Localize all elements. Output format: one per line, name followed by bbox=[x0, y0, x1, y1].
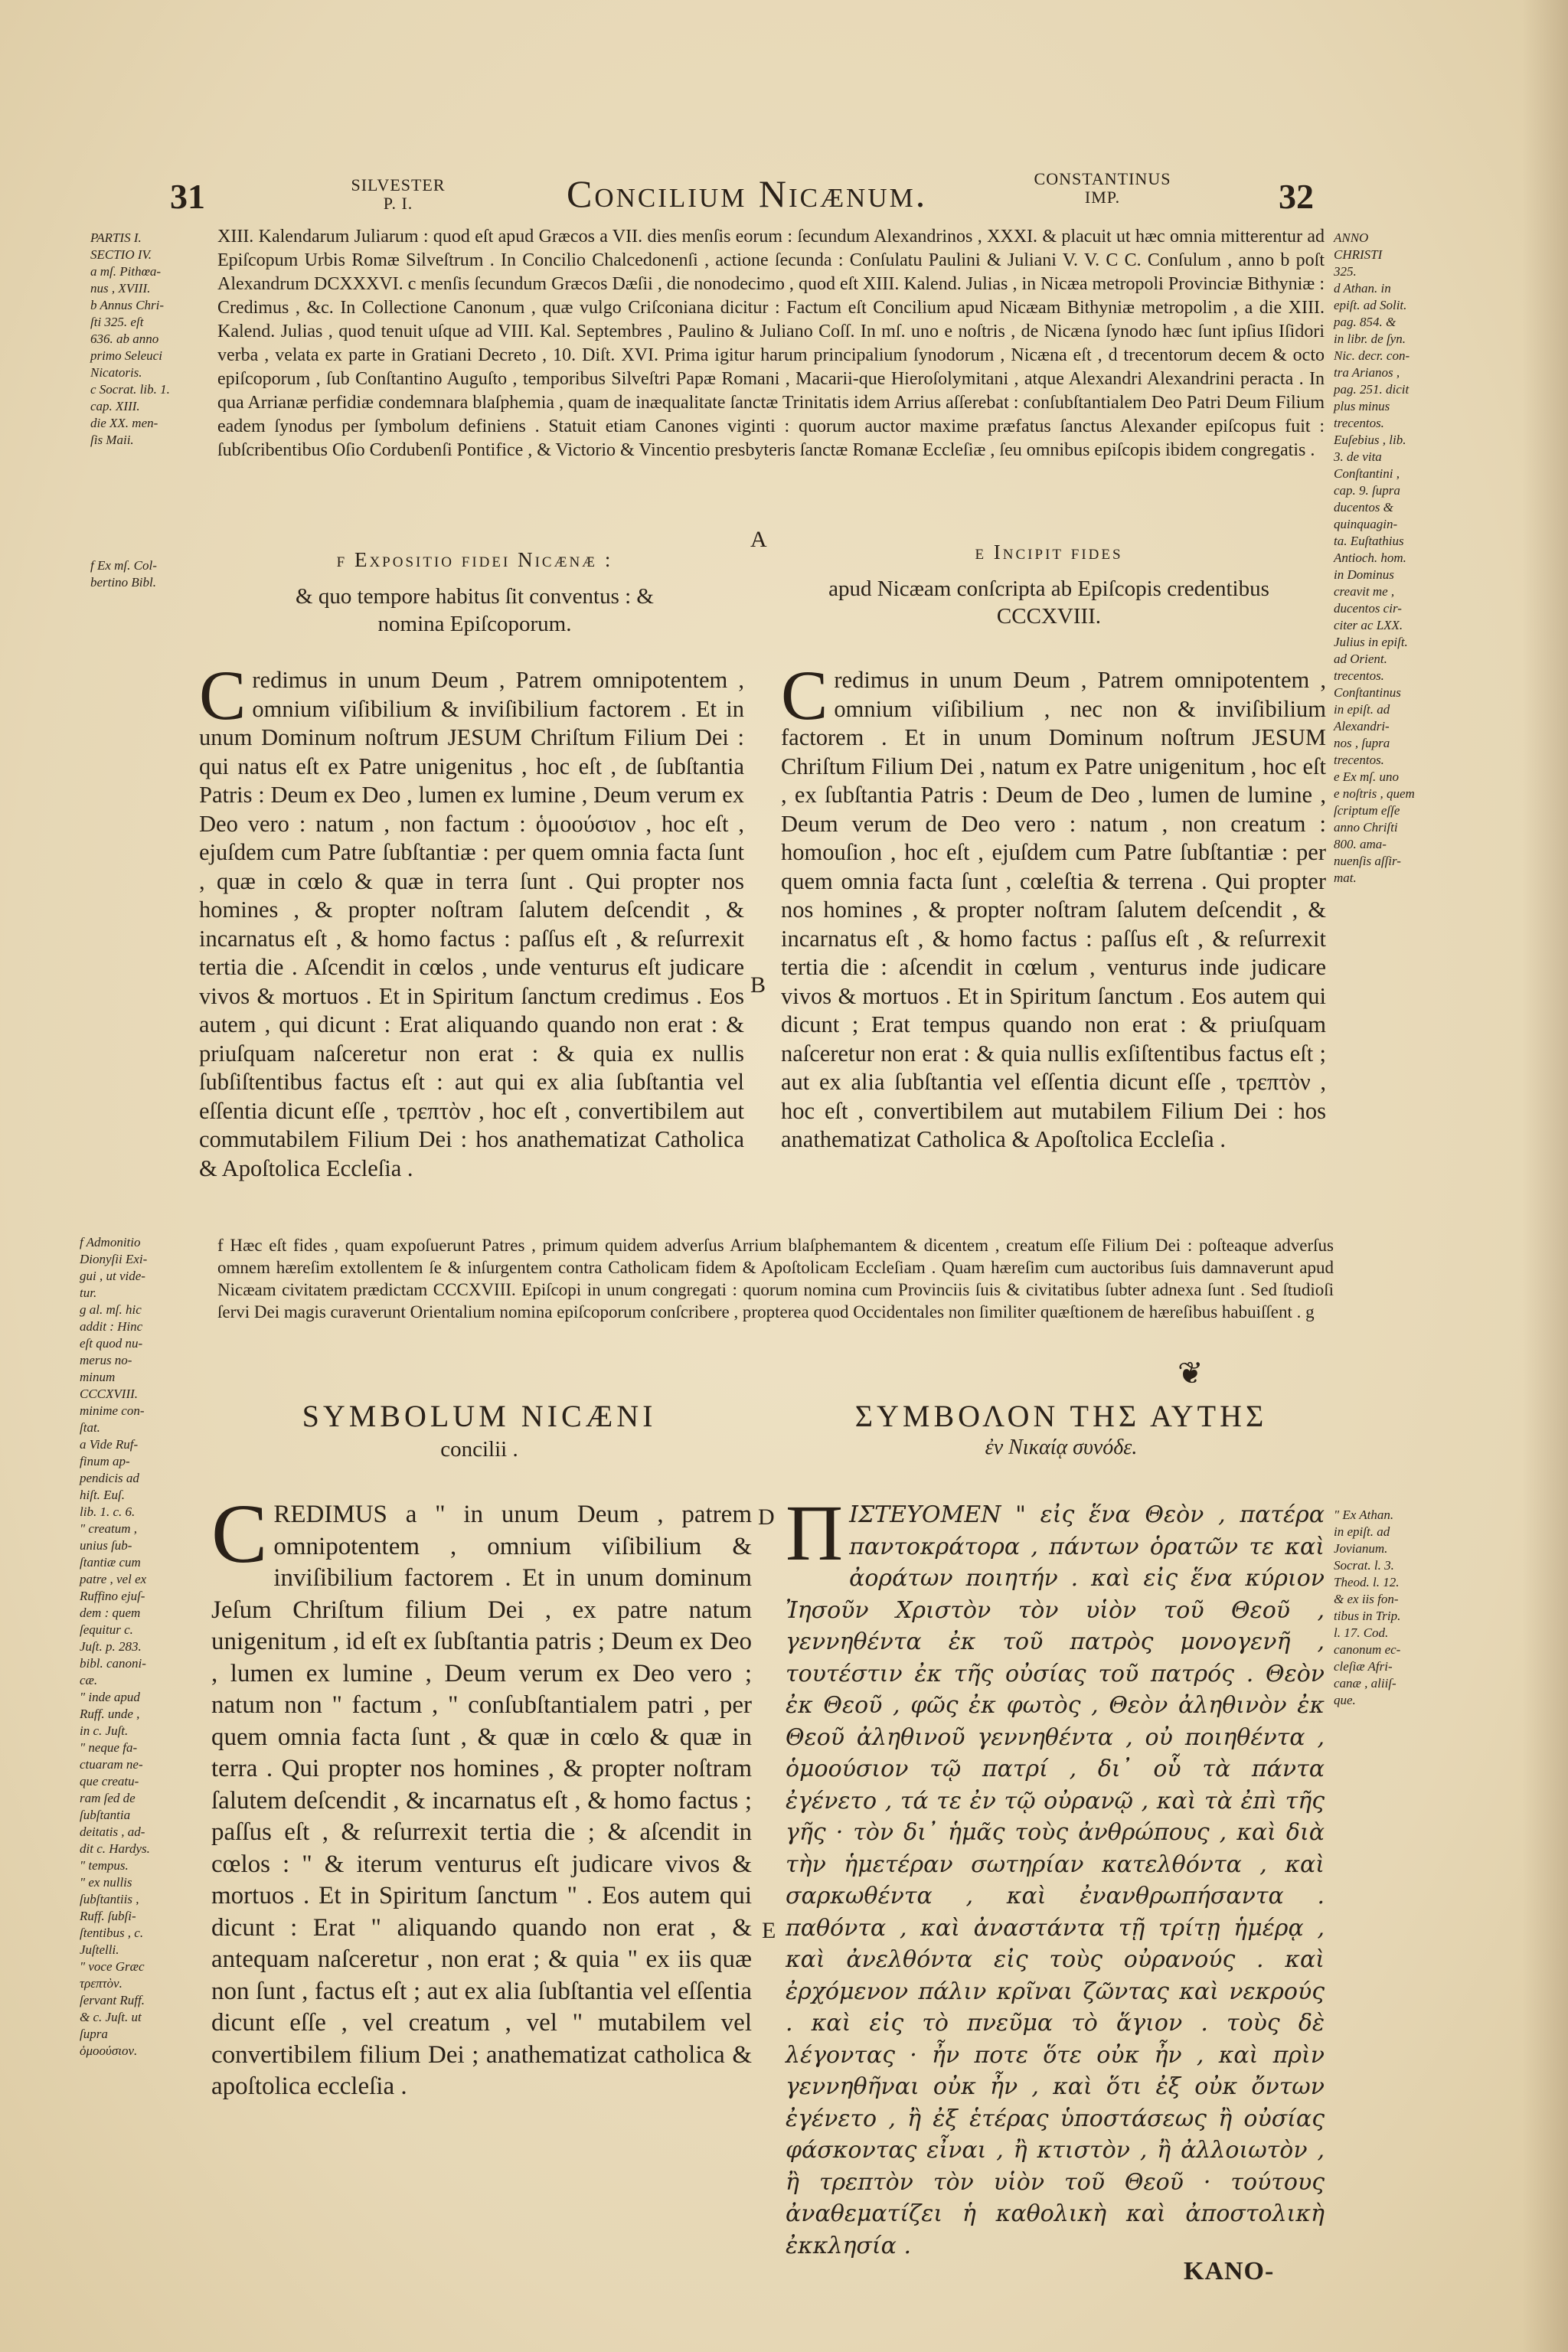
symbolum-latin-subtitle: concilii . bbox=[440, 1437, 518, 1462]
column-left-text: redimus in unum Deum , Patrem omnipotentem , omnium viſibilium & inviſibilium factorem . Et in unum Dominum noſtrum JESUM Chriſtum Filium Dei : qui natus eſt ex Patre unigenitus , hoc eſt , de ſubſtantia Patris : Deum ex Deo , lumen ex lumine , Deum verum ex Deo vero : natum , non factum : ὁμοούσιον , hoc eſt , ejuſdem cum Patre ſubſtantiæ : per quem omnia facta ſunt , quæ in cœlo & quæ in terra ſunt . Qui propter nos homines , & propter noſtram ſalutem deſcendit , & incarnatus eſt , & homo factus : paſſus eſt , & reſurrexit tertia die . Aſcendit in cœlos , unde venturus eſt judicare vivos & mortuos . Et in Spiritum ſanctum credimus . Eos autem , qui dicunt : Erat aliquando quando non erat : & priuſquam naſceretur non erat : & quia ex nullis ſubſiſtentibus factus eſt : aut qui ex alia ſubſtantia vel eſſentia dicunt eſſe , τρεπτὸν , hoc eſt , convertibilem aut commutabilem Filium Dei : hos anathematizat Catholica & Apoſtolica Eccleſia . bbox=[199, 667, 744, 1181]
column-right-title: e Incipit fides bbox=[975, 541, 1123, 564]
dropcap-left: C bbox=[199, 656, 247, 734]
section-letter-a: A bbox=[750, 527, 767, 552]
column-left-subtitle: & quo tempore habitus ſit conventus : & nomina Epiſcoporum. bbox=[296, 584, 654, 636]
column-left-title: f Expositio fidei Nicænæ : bbox=[336, 548, 613, 571]
dropcap-symbolum-latin: C bbox=[211, 1487, 268, 1580]
column-right-header bbox=[781, 541, 1317, 630]
column-right-body bbox=[781, 656, 1326, 1155]
column-left-header bbox=[199, 548, 750, 638]
symbolum-latin-body bbox=[211, 1487, 752, 2103]
symbolum-greek-body bbox=[786, 1489, 1325, 2262]
dropcap-right: C bbox=[781, 656, 828, 734]
column-right-subtitle: apud Nicæam conſcripta ab Epiſcopis credentibus CCCXVIII. bbox=[828, 577, 1269, 629]
symbolum-greek-subtitle: ἐν Νικαίᾳ συνόδε. bbox=[985, 1436, 1138, 1459]
page-number-right: 32 bbox=[1279, 177, 1314, 216]
intro-paragraph: XIII. Kalendarum Juliarum : quod eſt apud Græcos a VII. dies menſis eorum : ſecundum Alexandrinos , XXXI. & placuit ut hæc omnia mitterentur ad Epiſcopum Urbis Romæ Silveſtrum . In Concilio Chalcedonenſi , actione ſecunda : Conſulatu Paulini & Juliani V. V. C C. Conſulum , anno b poſt Alexandrum DCXXXVI. c menſis ſecundum Græcos Dæſii , die nonodecimo , quod eſt XIII. Kalend. Julias , in Nicæa metropoli Provinciæ Bithyniæ : Credimus , &c. In Collectione Canonum , quæ vulgo Criſconiana dicitur : Factum eſt Concilium apud Nicæam Bithyniæ metropolim , a die XIII. Kalend. Julias , quod tenuit uſque ad VIII. Kal. Septembres , Paulino & Juliano Coſſ. In mſ. uno e noſtris , de Nicæna ſynodo hæc ſunt ipſius Iſidori verba , velata ex parte in Gratiani Decreto , 10. Diſt. XVI. Prima igitur harum principalium ſynodorum , Nicæna eſt , d trecentorum decem & octo epiſcoporum , ſub Conſtantino Auguſto , temporibus Silveſtri Papæ Romani , Macarii-que Hieroſolymitani , atque Alexandri Alexandrini peracta . In qua Arrianæ perfidiæ condemnara blaſphemia , quam de inæqualitate ſanctæ Trinitatis idem Arrius aſſerebat : conſubſtantialem Deo Patri Deum Filium eadem ſynodus per ſymbolum definiens . Statuit etiam Canones viginti : quorum auctor maxime præfatus ſanctus Alexander epiſcopus fuit : ſubſcribentibus Oſio Cordubenſi Pontifice , & Victorio & Vincentio presbyteris ſanctæ Romanæ Eccleſiæ , ſeu omnibus epiſcopis ibidem congregatis . bbox=[217, 227, 1325, 460]
page-number-left: 31 bbox=[170, 177, 205, 216]
column-right-text: redimus in unum Deum , Patrem omnipotentem , omnium viſibilium , nec non & inviſibilium factorem . Et in unum Dominum noſtrum JESUM Chriſtum Filium Dei , natum ex Patre unigenitum , hoc eſt , ex ſubſtantia Patris : Deum de Deo , lumen de lumine , Deum verum de Deo vero : natum , non creatum : homouſion , hoc eſt , ejuſdem cum Patre ſubſtantiæ : per quem omnia facta ſunt , cœleſtia & terrena . Qui propter nos homines , & propter noſtram ſalutem deſcendit , & incarnatus eſt , & homo factus : paſſus eſt , & reſurrexit tertia die : aſcendit in cœlum , venturus inde judicare vivos & mortuos . Et in Spiritum ſanctum . Eos autem qui dicunt ; Erat tempus quando non erat : & priuſquam naſceretur non erat : & quia nullis exſiſtentibus factus eſt ; aut ex alia ſubſtantia vel eſſentia dicunt eſſe , τρεπτὸν , hoc eſt , convertibilem aut mutabilem Filium Dei : hos anathematizat Catholica & Apoſtolica Eccleſia . bbox=[781, 667, 1326, 1152]
header-left-small: SILVESTER P. I. bbox=[351, 175, 446, 213]
section-letter-d: D bbox=[758, 1504, 775, 1530]
catchword: KANO- bbox=[1184, 2257, 1275, 2285]
symbolum-latin-header bbox=[204, 1398, 755, 1463]
ornament-icon: ❦ bbox=[1178, 1356, 1204, 1390]
left-margin-notes-mid: f Admonitio Dionyſii Exi- gui , ut vide- tur. g al. mſ. hic addit : Hinc eſt quod nu- merus no- minum CCCXVIII. minime con- ſtat. a Vide Ruf- finum ap- pendicis ad hiſt. Euſ. lib. 1. c. 6. " creatum , unius ſub- ſtantiæ cum patre , vel ex Ruffino ejuſ- dem : quem ſequitur c. Juſt. p. 283. bibl. canoni- cæ. " inde apud Ruff. unde , in c. Juſt. " neque fa- ctuaram ne- que creatu- ram ſed de ſubſtantia deitatis , ad- dit c. Hardys. " tempus. " ex nullis ſubſtantiis , Ruff. ſubſi- ſtentibus , c. Juſtelli. " voce Græc τρεπτὸν. ſervant Ruff. & c. Juſt. ut ſupra ὁμοούσιον. bbox=[80, 1235, 150, 2058]
left-margin-note-f: f Ex mſ. Col- bertino Bibl. bbox=[90, 558, 157, 590]
symbolum-latin-title: SYMBOLUM NICÆNI bbox=[302, 1399, 657, 1433]
symbolum-greek-title: ΣΥΜΒΟΛΟΝ ΤΗΣ ΑΥΤΗΣ bbox=[854, 1399, 1268, 1433]
dropcap-symbolum-greek: Π bbox=[786, 1489, 844, 1577]
right-margin-notes-top: ANNO CHRISTI 325. d Athan. in epiſt. ad Solit. pag. 854. & in libr. de ſyn. Nic. decr. con- tra Arianos , pag. 251. dicit plus minus trecentos. Euſebius , lib. 3. de vita Conſtantini , cap. 9. ſupra ducentos & quinquagin- ta. Euſtathius Antioch. hom. in Dominus creavit me , ducentos cir- citer ac LXX. Julius in epiſt. ad Orient. trecentos. Conſtantinus in epiſt. ad Alexandri- nos , ſupra trecentos. e Ex mſ. uno e noſtris , quem ſcriptum eſſe anno Chriſti 800. ama- nuenſis aſſir- mat. bbox=[1334, 230, 1415, 885]
symbolum-greek-header bbox=[786, 1398, 1337, 1460]
fides-note-paragraph: f Hæc eſt fides , quam expoſuerunt Patres , primum quidem adverſus Arrium blaſphemantem & dicentem , creatum eſſe Filium Dei : poſteaque adverſus omnem hæreſim extollentem ſe & inſurgentem contra Catholicam fidem & Apoſtolicam Eccleſiam . Quam hæreſim cum auctoribus ſuis damnaverunt apud Nicæam civitatem prædictam CCCXVIII. Epiſcopi in unum congregati : quorum nomina cum Provinciis ſuis & civitatibus ſubter adnexa ſunt . Sed ſtudioſi ſervi Dei magis curaverunt Orientalium nomina epiſcoporum conſcribere , propterea quod Occidentales non ſimiliter quæſtionem de hæreſibus habuiſſent . g bbox=[217, 1236, 1334, 1321]
symbolum-latin-text: REDIMUS a " in unum Deum , patrem omnipotentem , omnium viſibilium & inviſibilium factorem . Et in unum dominum Jeſum Chriſtum filium Dei , ex patre natum unigenitum , id eſt ex ſubſtantia patris ; Deum ex Deo , lumen ex lumine , Deum verum ex Deo vero ; natum non " factum , " conſubſtantialem patri , per quem omnia facta ſunt , & quæ in cœlo & quæ in terra . Qui propter nos homines , & propter noſtram ſalutem deſcendit , & incarnatus eſt , & homo factus ; paſſus eſt , & reſurrexit tertia die ; & aſcendit in cœlos : " & iterum venturus eſt judicare vivos & mortuos . Et in Spiritum ſanctum " . Eos autem qui dicunt : Erat " aliquando quando non erat , & antequam naſceretur , non erat ; & quia " ex iis quæ non ſunt , factus eſt ; aut ex alia ſubſtantia vel eſſentia dicunt eſſe , vel creatum , vel " mutabilem vel convertibilem filium Dei ; anathematizat catholica & apoſtolica eccleſia . bbox=[211, 1501, 752, 2100]
page-binding-shadow bbox=[1522, 0, 1568, 2352]
right-margin-notes-bottom: " Ex Athan. in epiſt. ad Jovianum. Socrat. l. 3. Theod. l. 12. & ex iis fon- tibus in Trip. l. 17. Cod. canonum ec- cleſiæ Afri- canæ , aliiſ- que. bbox=[1334, 1508, 1401, 1707]
symbolum-greek-text: ΙΣΤΕΥΟΜΕΝ " εἰς ἕνα Θεὸν , πατέρα παντοκράτορα , πάντων ὁρατῶν τε καὶ ἀοράτων ποιητήν . καὶ εἰς ἕνα κύριον Ἰησοῦν Χριστὸν τὸν υἱὸν τοῦ Θεοῦ , γεννηθέντα ἐκ τοῦ πατρὸς μονογενῆ , τουτέστιν ἐκ τῆς οὐσίας τοῦ πατρός . Θεὸν ἐκ Θεοῦ , φῶς ἐκ φωτὸς , Θεὸν ἀληθινὸν ἐκ Θεοῦ ἀληθινοῦ γεννηθέντα , οὐ ποιηθέντα , ὁμοούσιον τῷ πατρί , δι᾽ οὗ τὰ πάντα ἐγένετο , τά τε ἐν τῷ οὐρανῷ , καὶ τὰ ἐπὶ τῆς γῆς · τὸν δι᾽ ἡμᾶς τοὺς ἀνθρώπους , καὶ διὰ τὴν ἡμετέραν σωτηρίαν κατελθόντα , καὶ σαρκωθέντα , καὶ ἐνανθρωπήσαντα . παθόντα , καὶ ἀναστάντα τῇ τρίτῃ ἡμέρᾳ , καὶ ἀνελθόντα εἰς τοὺς οὐρανούς . καὶ ἐρχόμενον πάλιν κρῖναι ζῶντας καὶ νεκρούς . καὶ εἰς τὸ πνεῦμα τὸ ἅγιον . τοὺς δὲ λέγοντας · ἦν ποτε ὅτε οὐκ ἦν , καὶ πρὶν γεννηθῆναι οὐκ ἦν , καὶ ὅτι ἐξ οὐκ ὄντων ἐγένετο , ἢ ἐξ ἑτέρας ὑποστάσεως ἢ οὐσίας φάσκοντας εἶναι , ἢ κτιστὸν , ἢ ἀλλοιωτὸν , ἢ τρεπτὸν τὸν υἱὸν τοῦ Θεοῦ · τούτους ἀναθεματίζει ἡ καθολικὴ καὶ ἀποστολικὴ ἐκκλησία . bbox=[786, 1501, 1325, 2259]
left-margin-notes-top: PARTIS I. SECTIO IV. a mſ. Pithœa- nus , XVIII. b Annus Chri- ſti 325. eſt 636. ab anno primo Seleuci Nicatoris. c Socrat. lib. 1. cap. XIII. die XX. men- ſis Maii. bbox=[90, 230, 170, 447]
column-left-body bbox=[199, 656, 744, 1183]
page-title: Concilium Nicænum. bbox=[567, 172, 928, 215]
section-letter-e: E bbox=[762, 1918, 776, 1943]
section-letter-b: B bbox=[750, 972, 766, 998]
header-right-small: CONSTANTINUS IMP. bbox=[1034, 169, 1171, 207]
